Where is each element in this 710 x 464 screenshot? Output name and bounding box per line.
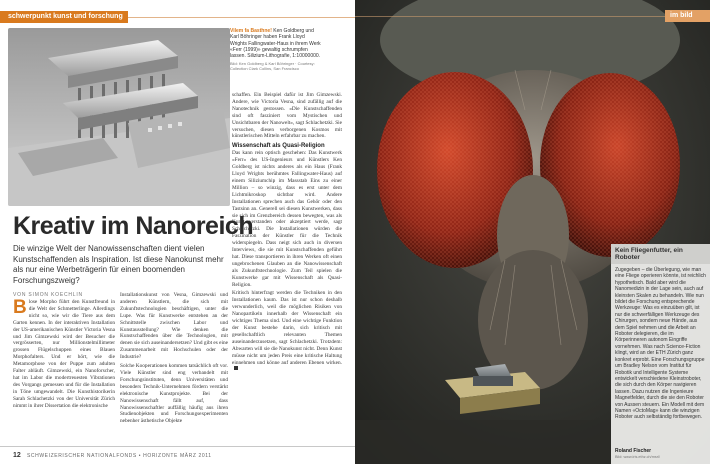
article-byline: VON SIMON KOECHLIN bbox=[13, 292, 83, 298]
caption-title: Vilem fa Basthne! bbox=[230, 28, 272, 34]
sidebar-credit: Bild: www.iris.ethz.ch/msrl/ bbox=[615, 455, 660, 459]
end-mark-icon bbox=[234, 366, 238, 370]
right-page bbox=[355, 0, 710, 464]
column-3-paragraph-2: Das kann rein optisch geschehen: Das Kunstwerk «Ferr» des US-Ingenieurs und Künstlers Ken Goldberg ist nichts anderes als ein Haus (Frank Lloyd Wrights berühmtes Fallingwater-Haus) auf einem Siliziumchip im Massstab Eins zu einer Million – so winzig, dass es erst unter dem Lichtmikroskop sichtbar wird. Andere Installationen sprechen auch das Gehör oder den Tastsinn an. Generell sei diesen Kunstwerken, dass sie sich im Grenzbereich dessen bewegten, was als Kunst verstanden oder akzeptiert werde, sagt Schlachetzki. Die Installationen würden die Faszination der Künstler für die Technik widerspiegeln. Dass neigt sich auch in diversen Interviews, die sie mit Kunstschaffenden geführt hat. Diese transportieren in ihren Werken oft einen ungebrochenen Glauben an die Nanowissenschaft als Zukunftstechnologie. Zum Teil spielen die Kunstwerke gar mit Wissenschaft als Quasi-Religion. bbox=[232, 150, 342, 288]
section-tag: schwerpunkt kunst und forschung bbox=[0, 11, 128, 23]
footer-divider bbox=[0, 446, 355, 447]
im-bild-tag: im bild bbox=[665, 10, 710, 22]
sem-micro-house-illustration bbox=[8, 28, 230, 206]
sem-micro-house-photo bbox=[8, 28, 230, 206]
column-3-paragraph-3: Kritisch hinterfragt werden die Techniken in den Installationen kaum. Das ist nur schon deshalb verwunderlich, weil die möglichen Risiken von Nanopartikeln innerhalb der Wissenschaft ein wichtiges Thema sind. Und eine wichtige Funktion der Kunst bestehe darin, sich kritisch mit gesellschaftlich relevanten Themen auseinanderzusetzen, sagt Schlachetzki. Trotzdem: Abwarten will sie die Nanokunst nicht. Denn Kunst müsse nicht um jeden Preis eine kritische Haltung einnehmen und könne auf anderen Ebenen wirken. bbox=[232, 290, 342, 366]
caption-body: Ken Goldberg und Karl Böhringer haben Frank Lloyd Wrights Fallingwater-Haus in ihrem Werk «Ferr (1999)» gewaltig schrumpfen lassen. Silizium-Lithografie, 1:10000000. bbox=[230, 28, 321, 60]
sidebar-box bbox=[611, 244, 710, 464]
column-3-subhead: Wissenschaft als Quasi-Religion bbox=[232, 143, 325, 150]
article-title: Kreativ im Nanoreich bbox=[13, 212, 254, 240]
sidebar-author: Roland Fischer bbox=[615, 448, 652, 454]
column-2-paragraph-2: Solche Kooperationen kommen tatsächlich oft vor. Viele Künstler sind eng verbandelt mit Forschungsinstituten, denn Universitäten und besonders Technik-Unternehmen fördern verstärkt elektronische Kunstprojekte. Bei der Nanowissenschaft fällt auf, dass Nanowissenschaftler auffällig häufig aus ihren Studienobjekten und Forschungsexperimenten nebenher ästhetische Objekte bbox=[120, 363, 228, 425]
column-2-paragraph-1: Installationskunst von Vesna, Gimzewski und anderen Künstlern, die sich mit Zukunftstechnologien beschäftigen, unter die Lupe. Was für Kunstwerke entstehen an der Schnittstelle zwischen Labor und Kunstausstellung? Wie denken die Kunstschaffenden über die Technologien, mit denen sie sich auseinandersetzen? Und gibt es eine Zusammenarbeit mit Hochschulen oder der Industrie? bbox=[120, 292, 228, 361]
page-number: 12 bbox=[13, 452, 21, 459]
column-1-text: lose Morpho führt den Kunstfreund in die Welt der Schmetterlinge. Allerdings nicht so, wie wir die Tiere aus dem Garten kennen. In der interaktiven Installation der US-amerikanischen Künstler Victoria Vesna und Jim Gimzewski wird der Besucher die vergrösserten, nur Millionstelmillimeter grossen Flügelschuppen eines Blauen Morphofalters. Und er hört, wie die Metamorphose von der Puppe zum adulten Falter abläuft. Gimzewski, ein Nanoforscher, hat im Labor die modertreuesten Vibrationen des Vorgangs gemessen und für die Installation in Töne umgewandelt. Die Kunsthistorikerin Sarah Schlachetzki von der Universität Zürich nimmt in ihrer Dissertation die elektronische bbox=[13, 299, 115, 409]
footer-publication: SCHWEIZERISCHER NATIONALFONDS • HORIZONTE MÄRZ 2011 bbox=[27, 453, 212, 459]
article-lead: Die winzige Welt der Nanowissenschaften dient vielen Kunstschaffenden als Inspiration. Ist diese Nanokunst mehr als nur eine Werbeträgerin für einen boomenden Forschungszweig? bbox=[13, 244, 224, 285]
body-column-3 bbox=[232, 92, 342, 448]
right-section-divider bbox=[355, 16, 665, 17]
drop-cap: B bbox=[13, 299, 27, 318]
body-column-2 bbox=[120, 292, 228, 442]
sidebar-body: Zugegeben – die Überlegung, wie man eine Fliege operieren könnte, ist reichlich hypothetisch. Bald aber wird die Nanomedizin in der Lage sein, auch auf kleinsten Skalen zu behandeln. Wie nun bildet die Forschung entsprechende Werkzeuge: Was es einzuüben gilt, ist nur die schwerfälligen Werkzeuge des Chirurgen, sondern neue Hände, aus dem Spiel nehmen und die Arbeit an Roboter delegieren, die im Körperinneren autonom Eingriffe vornehmen. Was nach Science-Fiction klingt, wird an der ETH Zürich ganz konkret erprobt. Eine Forschungsgruppe um Bradley Nelson vom Institut für Robotik und Intelligente Systeme entwickelt verschiedene Kleinstroboter, die sich durch den Körper navigieren lassen. Dazu nutzen die Ingenieure Magnetfelder, durch die sie den Roboter von Aussen steuern. Ein Modell mit dem Namen «OctoMag» kann die winzigen Roboter auch selbständig fortbewegen. bbox=[615, 267, 706, 421]
caption-credit: Bild: Ken Goldberg & Karl Böhringer · Courtesy: Collection Clark Collins, San Francisco bbox=[230, 61, 315, 72]
section-divider bbox=[128, 17, 355, 18]
sidebar-title: Kein Fliegenfutter, ein Roboter bbox=[611, 244, 710, 264]
photo-caption bbox=[230, 28, 322, 86]
column-3-paragraph-1: schaffen. Ein Beispiel dafür ist Jim Gimzewski. Andere, wie Victoria Vesna, sind zufällig auf die Nanotechnik gestossen. «Die Kunstschaffenden sind oft fasziniert vom Mystischen und Unsichtbaren der Nanowelt», sagt Schlachetzki. Sie versuchen, diesen verborgenen Kosmos mit künstlerischen Mitteln erfahrbar zu machen. bbox=[232, 92, 342, 140]
body-column-1 bbox=[13, 299, 115, 442]
